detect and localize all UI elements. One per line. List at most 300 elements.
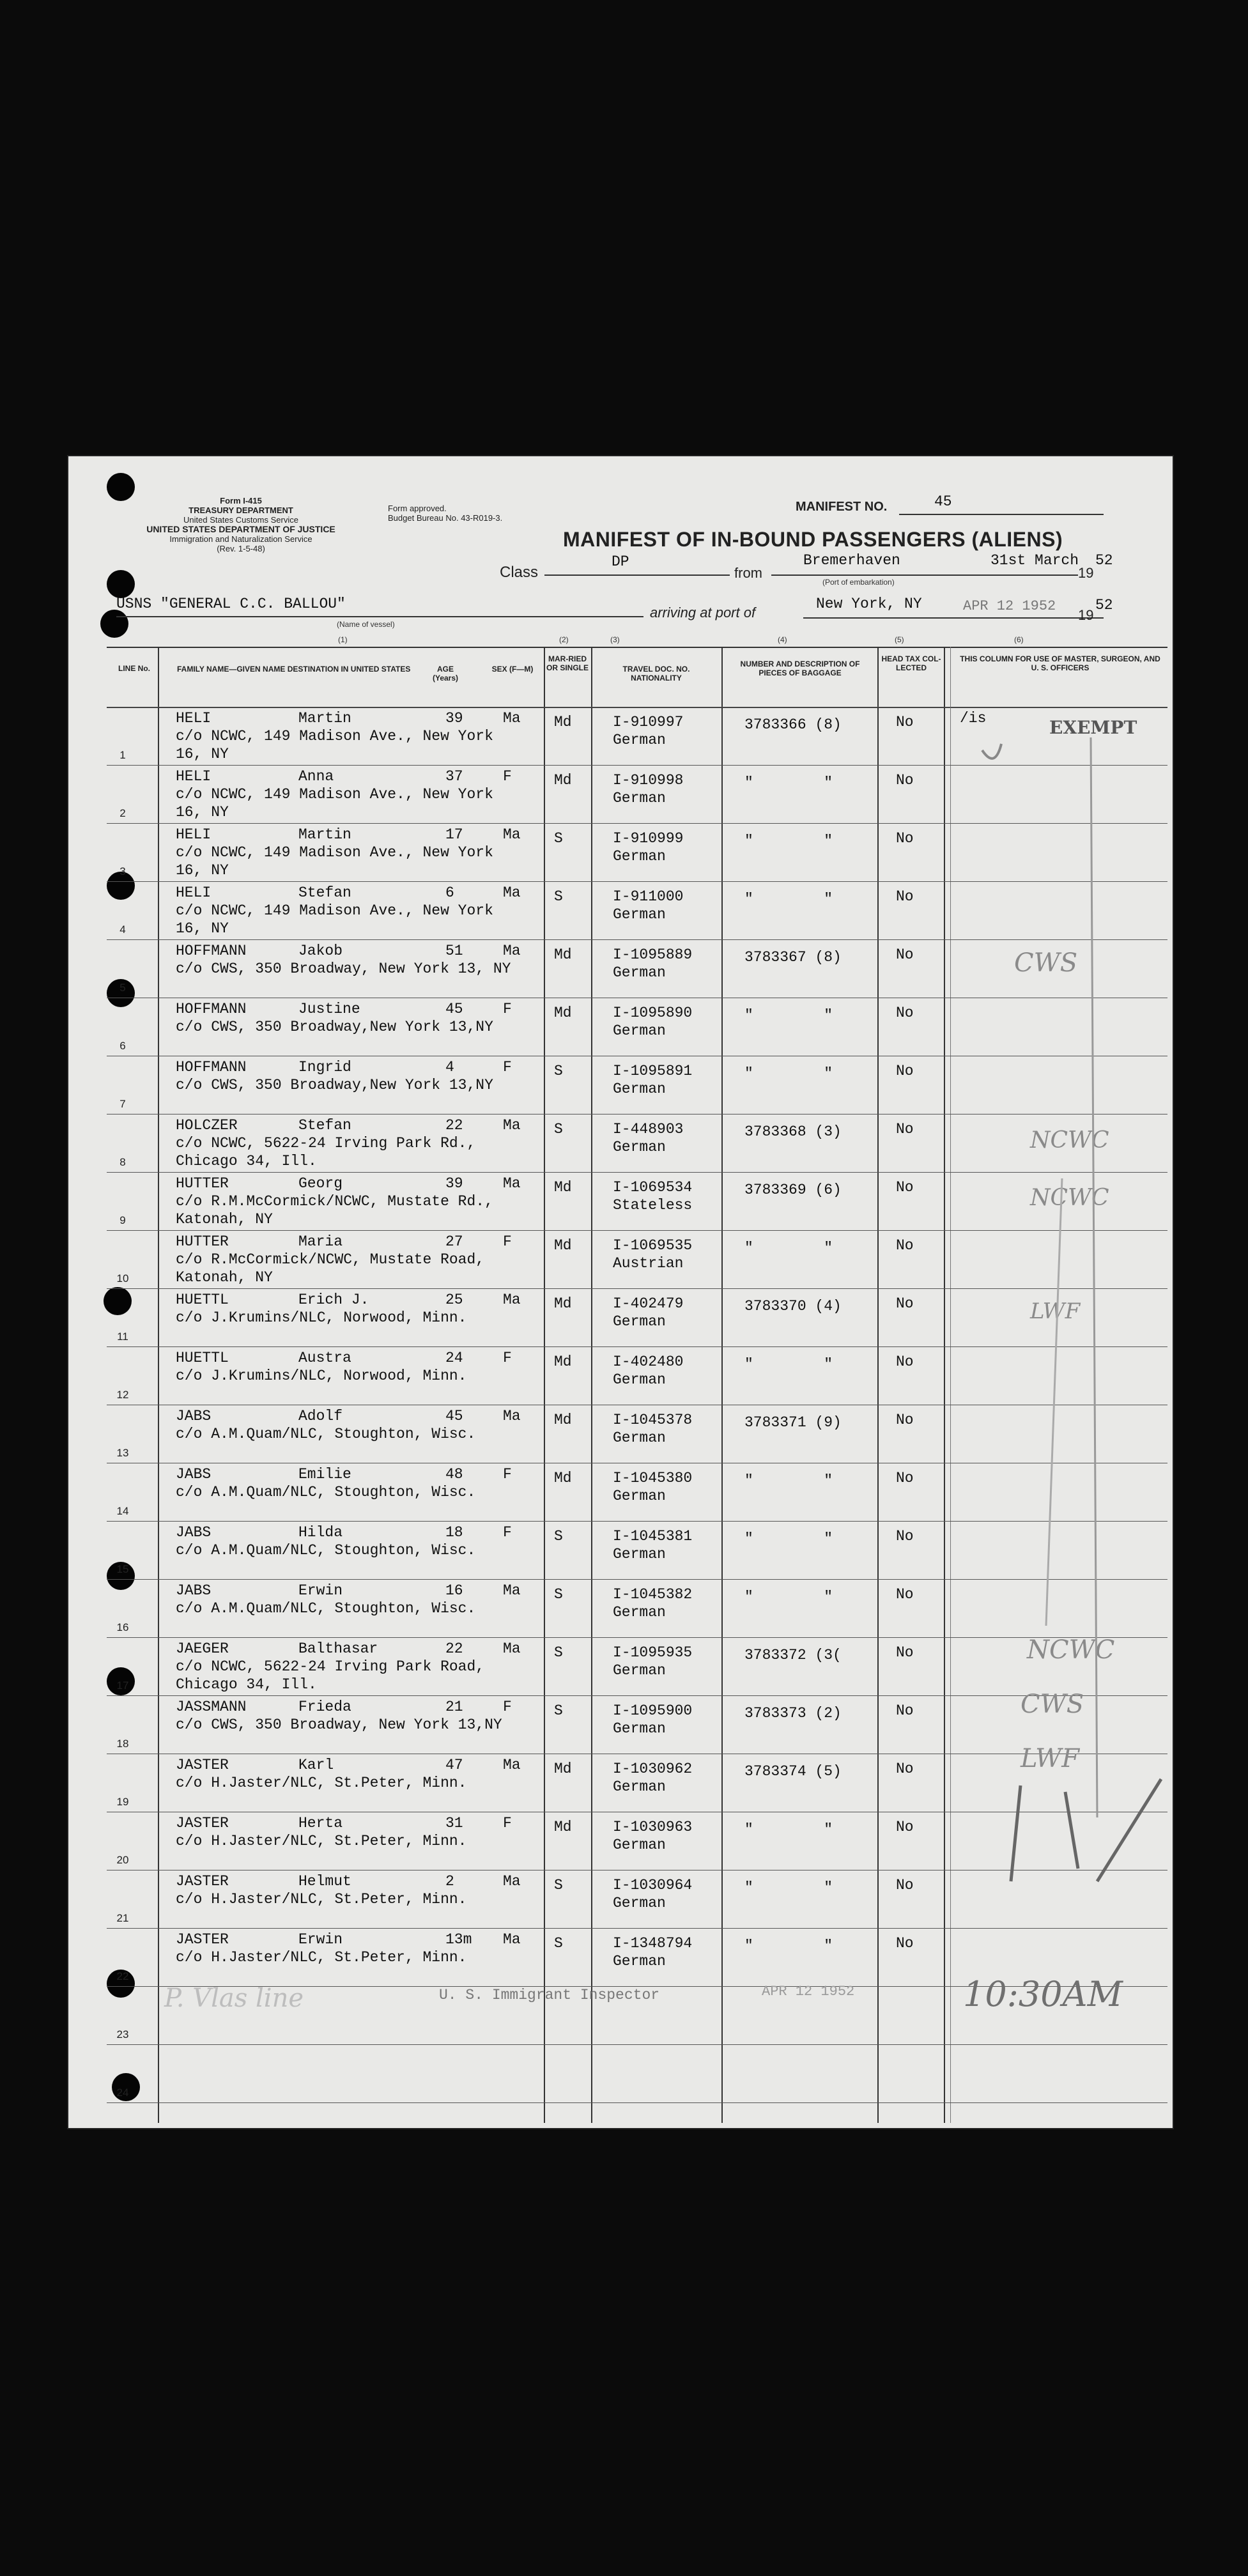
age: 45 xyxy=(445,1408,463,1424)
col-header-age: AGE (Years) xyxy=(432,665,459,683)
travel-doc-number: I-1095891 xyxy=(613,1063,693,1079)
marital-status: Md xyxy=(554,1005,572,1021)
col-header-married: MAR-RIED OR SINGLE xyxy=(546,654,589,672)
head-tax: No xyxy=(896,946,914,963)
destination: c/o H.Jaster/NLC, St.Peter, Minn. xyxy=(176,1775,467,1791)
marital-status: Md xyxy=(554,772,572,789)
handwritten-note: CWS xyxy=(1014,948,1078,978)
baggage: " " xyxy=(744,1007,833,1024)
class-label: Class xyxy=(500,564,539,581)
head-tax: No xyxy=(896,772,914,789)
marital-status: S xyxy=(554,1063,563,1079)
age: 37 xyxy=(445,768,463,785)
destination-line-2: 16, NY xyxy=(176,920,229,937)
family-name: HOLCZER xyxy=(176,1117,238,1134)
age: 22 xyxy=(445,1640,463,1657)
destination: c/o H.Jaster/NLC, St.Peter, Minn. xyxy=(176,1949,467,1966)
marital-status: Md xyxy=(554,714,572,730)
marital-status: Md xyxy=(554,1354,572,1370)
age: 47 xyxy=(445,1757,463,1773)
given-name: Emilie xyxy=(298,1466,351,1483)
nationality: German xyxy=(613,1720,666,1737)
col-number-5: (5) xyxy=(895,635,904,644)
nationality: German xyxy=(613,1837,666,1853)
justice-label: UNITED STATES DEPARTMENT OF JUSTICE xyxy=(146,524,335,534)
baggage: " " xyxy=(744,1938,833,1954)
nationality: German xyxy=(613,1778,666,1795)
head-tax: No xyxy=(896,1761,914,1777)
col-header-tax: HEAD TAX COL-LECTED xyxy=(881,654,941,672)
from-label: from xyxy=(734,565,762,581)
age: 31 xyxy=(445,1815,463,1832)
handwritten-note: LWF xyxy=(1030,1299,1081,1324)
row-number: 24 xyxy=(116,2086,129,2099)
family-name: JAEGER xyxy=(176,1640,229,1657)
nationality: Stateless xyxy=(613,1197,693,1214)
travel-doc-number: I-1045380 xyxy=(613,1470,693,1486)
col-header-line: LINE No. xyxy=(118,664,150,673)
handwritten-note: CWS xyxy=(1021,1690,1084,1719)
sex: Ma xyxy=(503,1931,521,1948)
destination-line-2: Katonah, NY xyxy=(176,1269,273,1286)
row-number: 9 xyxy=(119,1214,126,1226)
given-name: Erich J. xyxy=(298,1292,369,1308)
exempt-annotation: EXEMPT xyxy=(1049,717,1137,738)
nationality: German xyxy=(613,1313,666,1330)
given-name: Austra xyxy=(298,1350,351,1366)
year-prefix: 19 xyxy=(1078,607,1094,623)
sex: Ma xyxy=(503,1873,521,1890)
sex: Ma xyxy=(503,1582,521,1599)
baggage: " " xyxy=(744,1472,833,1489)
head-tax: No xyxy=(896,1702,914,1719)
row-number: 8 xyxy=(119,1156,126,1168)
travel-doc-number: I-911000 xyxy=(613,888,684,905)
handwritten-note: LWF xyxy=(1021,1744,1079,1773)
travel-doc-number: I-910998 xyxy=(613,772,684,789)
family-name: HELI xyxy=(176,710,212,727)
travel-doc-number: I-910999 xyxy=(613,830,684,847)
head-tax: No xyxy=(896,1179,914,1196)
baggage: 3783369 (6) xyxy=(744,1182,842,1198)
age: 51 xyxy=(445,943,463,959)
destination: c/o NCWC, 5622-24 Irving Park Rd., xyxy=(176,1135,476,1152)
family-name: HOFFMANN xyxy=(176,943,247,959)
baggage: 3783372 (3( xyxy=(744,1647,842,1663)
family-name: HELI xyxy=(176,826,212,843)
budget-label: Budget Bureau No. 43-R019-3. xyxy=(388,513,503,523)
row-number: 3 xyxy=(119,865,126,877)
sex: F xyxy=(503,1815,512,1832)
travel-doc-number: I-1095889 xyxy=(613,946,693,963)
col-number-6: (6) xyxy=(1014,635,1024,644)
family-name: HOFFMANN xyxy=(176,1001,247,1017)
age: 16 xyxy=(445,1582,463,1599)
destination: c/o H.Jaster/NLC, St.Peter, Minn. xyxy=(176,1891,467,1908)
baggage: 3783368 (3) xyxy=(744,1123,842,1140)
marital-status: S xyxy=(554,1121,563,1138)
family-name: HUETTL xyxy=(176,1292,229,1308)
row-number: 2 xyxy=(119,807,126,819)
row-number: 15 xyxy=(116,1563,129,1575)
nationality: German xyxy=(613,1488,666,1504)
given-name: Jakob xyxy=(298,943,343,959)
head-tax: No xyxy=(896,1412,914,1428)
sex: Ma xyxy=(503,943,521,959)
travel-doc-number: I-402479 xyxy=(613,1295,684,1312)
nationality: German xyxy=(613,964,666,981)
age: 13m xyxy=(445,1931,472,1948)
age: 4 xyxy=(445,1059,454,1076)
handwritten-note: NCWC xyxy=(1030,1127,1109,1153)
family-name: JABS xyxy=(176,1582,212,1599)
baggage: " " xyxy=(744,1589,833,1605)
travel-doc-number: I-1095890 xyxy=(613,1005,693,1021)
family-name: HUTTER xyxy=(176,1233,229,1250)
sex: F xyxy=(503,1001,512,1017)
given-name: Balthasar xyxy=(298,1640,378,1657)
marital-status: S xyxy=(554,1586,563,1603)
family-name: JABS xyxy=(176,1466,212,1483)
head-tax: No xyxy=(896,1644,914,1661)
destination-line-2: Katonah, NY xyxy=(176,1211,273,1228)
destination: c/o CWS, 350 Broadway,New York 13,NY xyxy=(176,1019,493,1035)
head-tax: No xyxy=(896,1295,914,1312)
destination-line-2: Chicago 34, Ill. xyxy=(176,1153,317,1169)
marital-status: Md xyxy=(554,1237,572,1254)
row-number: 1 xyxy=(119,749,126,761)
marital-status: S xyxy=(554,1702,563,1719)
family-name: HELI xyxy=(176,884,212,901)
marital-status: Md xyxy=(554,1295,572,1312)
destination-line-2: 16, NY xyxy=(176,746,229,762)
col-header-sex: SEX (F—M) xyxy=(491,665,534,674)
head-tax: No xyxy=(896,1470,914,1486)
family-name: JABS xyxy=(176,1408,212,1424)
family-name: JASTER xyxy=(176,1931,229,1948)
age: 45 xyxy=(445,1001,463,1017)
arriving-label: arriving at port of xyxy=(650,605,756,621)
family-name: HUTTER xyxy=(176,1175,229,1192)
nationality: German xyxy=(613,1139,666,1155)
manifest-no-value: 45 xyxy=(934,493,952,510)
travel-doc-number: I-448903 xyxy=(613,1121,684,1138)
revision-label: (Rev. 1-5-48) xyxy=(217,544,265,553)
baggage: " " xyxy=(744,1531,833,1547)
travel-doc-number: I-910997 xyxy=(613,714,684,730)
age: 22 xyxy=(445,1117,463,1134)
col-header-name: FAMILY NAME—GIVEN NAME DESTINATION IN UNITED STATES xyxy=(177,665,411,674)
family-name: JABS xyxy=(176,1524,212,1541)
nationality: Austrian xyxy=(613,1255,684,1272)
inspection-date-stamp: APR 12 1952 xyxy=(762,1984,855,2000)
form-agency-block xyxy=(107,496,375,553)
head-tax: No xyxy=(896,1935,914,1952)
customs-label: United States Customs Service xyxy=(183,515,298,525)
family-name: JASTER xyxy=(176,1815,229,1832)
destination: c/o J.Krumins/NLC, Norwood, Minn. xyxy=(176,1368,467,1384)
punch-hole xyxy=(100,610,128,638)
head-tax: No xyxy=(896,714,914,730)
destination-line-2: 16, NY xyxy=(176,862,229,879)
destination: c/o CWS, 350 Broadway, New York 13, NY xyxy=(176,960,511,977)
inspection-time: 10:30AM xyxy=(963,1974,1123,2014)
nationality: German xyxy=(613,1662,666,1679)
travel-doc-number: I-1095900 xyxy=(613,1702,693,1719)
inspector-signature: P. Vlas line xyxy=(164,1984,304,2013)
head-tax: No xyxy=(896,1877,914,1893)
destination: c/o A.M.Quam/NLC, Stoughton, Wisc. xyxy=(176,1542,476,1559)
sex: Ma xyxy=(503,1292,521,1308)
vessel-caption: (Name of vessel) xyxy=(337,620,395,629)
marital-status: S xyxy=(554,1528,563,1545)
age: 39 xyxy=(445,1175,463,1192)
head-tax: No xyxy=(896,1528,914,1545)
family-name: HOFFMANN xyxy=(176,1059,247,1076)
row-number: 5 xyxy=(119,982,126,994)
travel-doc-number: I-1069535 xyxy=(613,1237,693,1254)
col-header-travel: TRAVEL DOC. NO. NATIONALITY xyxy=(622,665,690,683)
nationality: German xyxy=(613,732,666,748)
travel-doc-number: I-1348794 xyxy=(613,1935,693,1952)
destination: c/o NCWC, 149 Madison Ave., New York xyxy=(176,786,493,803)
row-number: 22 xyxy=(116,1970,129,1982)
destination: c/o CWS, 350 Broadway, New York 13,NY xyxy=(176,1716,502,1733)
baggage: 3783367 (8) xyxy=(744,949,842,966)
row-number: 18 xyxy=(116,1738,129,1750)
year-prefix: 19 xyxy=(1078,565,1094,581)
baggage: " " xyxy=(744,1821,833,1838)
head-tax: No xyxy=(896,1354,914,1370)
travel-doc-number: I-1045381 xyxy=(613,1528,693,1545)
baggage: " " xyxy=(744,1065,833,1082)
baggage: 3783373 (2) xyxy=(744,1705,842,1722)
given-name: Adolf xyxy=(298,1408,343,1424)
form-number: Form I-415 xyxy=(220,496,262,505)
given-name: Stefan xyxy=(298,1117,351,1134)
baggage: 3783371 (9) xyxy=(744,1414,842,1431)
baggage: 3783370 (4) xyxy=(744,1298,842,1315)
given-name: Herta xyxy=(298,1815,343,1832)
col-header-officers: THIS COLUMN FOR USE OF MASTER, SURGEON, AND U. S. OFFICERS xyxy=(960,654,1160,672)
punch-hole xyxy=(104,1287,132,1315)
sex: Ma xyxy=(503,710,521,727)
checkmark-strokes xyxy=(950,731,1206,2009)
sex: F xyxy=(503,1233,512,1250)
nationality: German xyxy=(613,790,666,806)
family-name: HUETTL xyxy=(176,1350,229,1366)
officer-note: /is xyxy=(960,710,987,727)
sex: Ma xyxy=(503,1408,521,1424)
arrival-port-value: New York, NY xyxy=(816,596,922,612)
manifest-page xyxy=(67,455,1174,2129)
age: 17 xyxy=(445,826,463,843)
nationality: German xyxy=(613,1371,666,1388)
given-name: Erwin xyxy=(298,1582,343,1599)
marital-status: Md xyxy=(554,946,572,963)
travel-doc-number: I-1069534 xyxy=(613,1179,693,1196)
col-number-3: (3) xyxy=(610,635,620,644)
destination-line-2: 16, NY xyxy=(176,804,229,821)
sex: F xyxy=(503,1350,512,1366)
destination-line-2: Chicago 34, Ill. xyxy=(176,1676,317,1693)
travel-doc-number: I-1030964 xyxy=(613,1877,693,1893)
sex: Ma xyxy=(503,1640,521,1657)
travel-doc-number: I-402480 xyxy=(613,1354,684,1370)
family-name: JASSMANN xyxy=(176,1699,247,1715)
row-number: 14 xyxy=(116,1505,129,1517)
row-number: 12 xyxy=(116,1389,129,1401)
approval-block xyxy=(388,504,554,523)
class-value: DP xyxy=(612,553,629,570)
given-name: Hilda xyxy=(298,1524,343,1541)
destination: c/o J.Krumins/NLC, Norwood, Minn. xyxy=(176,1309,467,1326)
age: 48 xyxy=(445,1466,463,1483)
row-number: 13 xyxy=(116,1447,129,1459)
col-number-4: (4) xyxy=(778,635,787,644)
sex: F xyxy=(503,1524,512,1541)
handwritten-note: NCWC xyxy=(1030,1185,1109,1211)
row-number: 7 xyxy=(119,1098,126,1110)
vessel-name: USNS "GENERAL C.C. BALLOU" xyxy=(116,596,346,612)
destination: c/o NCWC, 5622-24 Irving Park Road, xyxy=(176,1658,485,1675)
treasury-label: TREASURY DEPARTMENT xyxy=(189,505,293,515)
age: 21 xyxy=(445,1699,463,1715)
destination: c/o CWS, 350 Broadway,New York 13,NY xyxy=(176,1077,493,1093)
row-number: 10 xyxy=(116,1272,129,1284)
baggage: " " xyxy=(744,775,833,791)
head-tax: No xyxy=(896,1063,914,1079)
marital-status: S xyxy=(554,830,563,847)
nationality: German xyxy=(613,1604,666,1621)
row-number: 4 xyxy=(119,923,126,936)
date-value: 31st March xyxy=(990,552,1079,569)
sex: F xyxy=(503,1059,512,1076)
given-name: Martin xyxy=(298,826,351,843)
nationality: German xyxy=(613,1895,666,1911)
family-name: JASTER xyxy=(176,1757,229,1773)
row-number: 23 xyxy=(116,2028,129,2040)
row-number: 6 xyxy=(119,1040,126,1052)
head-tax: No xyxy=(896,1819,914,1835)
given-name: Ingrid xyxy=(298,1059,351,1076)
row-number: 17 xyxy=(116,1679,129,1692)
baggage: " " xyxy=(744,891,833,907)
age: 24 xyxy=(445,1350,463,1366)
travel-doc-number: I-1030963 xyxy=(613,1819,693,1835)
age: 2 xyxy=(445,1873,454,1890)
travel-doc-number: I-1095935 xyxy=(613,1644,693,1661)
row-number: 21 xyxy=(116,1912,129,1924)
marital-status: Md xyxy=(554,1819,572,1835)
sex: Ma xyxy=(503,1175,521,1192)
given-name: Georg xyxy=(298,1175,343,1192)
marital-status: S xyxy=(554,1877,563,1893)
family-name: JASTER xyxy=(176,1873,229,1890)
baggage: " " xyxy=(744,1879,833,1896)
nationality: German xyxy=(613,1081,666,1097)
destination: c/o NCWC, 149 Madison Ave., New York xyxy=(176,844,493,861)
destination: c/o A.M.Quam/NLC, Stoughton, Wisc. xyxy=(176,1484,476,1500)
col-header-baggage: NUMBER AND DESCRIPTION OF PIECES OF BAGGAGE xyxy=(740,659,860,677)
year-value: 52 xyxy=(1095,552,1113,569)
manifest-no-label: MANIFEST NO. xyxy=(796,500,888,514)
given-name: Frieda xyxy=(298,1699,351,1715)
col-number-2: (2) xyxy=(559,635,569,644)
arrival-year-value: 52 xyxy=(1095,597,1113,613)
page-title: MANIFEST OF IN-BOUND PASSENGERS (ALIENS) xyxy=(563,528,1063,551)
marital-status: S xyxy=(554,888,563,905)
baggage: " " xyxy=(744,1240,833,1256)
travel-doc-number: I-1030962 xyxy=(613,1761,693,1777)
age: 18 xyxy=(445,1524,463,1541)
given-name: Anna xyxy=(298,768,334,785)
destination: c/o H.Jaster/NLC, St.Peter, Minn. xyxy=(176,1833,467,1849)
approved-label: Form approved. xyxy=(388,504,447,513)
sex: F xyxy=(503,1699,512,1715)
row-number: 19 xyxy=(116,1796,129,1808)
age: 39 xyxy=(445,710,463,727)
punch-hole xyxy=(107,570,135,598)
head-tax: No xyxy=(896,1121,914,1138)
marital-status: Md xyxy=(554,1470,572,1486)
marital-status: Md xyxy=(554,1179,572,1196)
head-tax: No xyxy=(896,830,914,847)
sex: Ma xyxy=(503,826,521,843)
baggage: 3783374 (5) xyxy=(744,1763,842,1780)
arrival-date-stamp: APR 12 1952 xyxy=(963,598,1056,614)
sex: Ma xyxy=(503,1757,521,1773)
destination: c/o NCWC, 149 Madison Ave., New York xyxy=(176,728,493,744)
destination: c/o A.M.Quam/NLC, Stoughton, Wisc. xyxy=(176,1600,476,1617)
marital-status: S xyxy=(554,1644,563,1661)
given-name: Erwin xyxy=(298,1931,343,1948)
port-embark-value: Bremerhaven xyxy=(803,552,900,569)
nationality: German xyxy=(613,906,666,923)
head-tax: No xyxy=(896,1005,914,1021)
nationality: German xyxy=(613,1022,666,1039)
sex: F xyxy=(503,1466,512,1483)
family-name: HELI xyxy=(176,768,212,785)
port-embark-caption: (Port of embarkation) xyxy=(822,578,895,587)
marital-status: Md xyxy=(554,1761,572,1777)
nationality: German xyxy=(613,1953,666,1970)
age: 6 xyxy=(445,884,454,901)
head-tax: No xyxy=(896,888,914,905)
baggage: " " xyxy=(744,1356,833,1373)
destination: c/o NCWC, 149 Madison Ave., New York xyxy=(176,902,493,919)
baggage: " " xyxy=(744,833,833,849)
given-name: Karl xyxy=(298,1757,334,1773)
head-tax: No xyxy=(896,1586,914,1603)
travel-doc-number: I-1045378 xyxy=(613,1412,693,1428)
destination: c/o A.M.Quam/NLC, Stoughton, Wisc. xyxy=(176,1426,476,1442)
row-number: 20 xyxy=(116,1854,129,1866)
given-name: Stefan xyxy=(298,884,351,901)
given-name: Justine xyxy=(298,1001,360,1017)
given-name: Martin xyxy=(298,710,351,727)
handwritten-note: NCWC xyxy=(1027,1635,1115,1665)
age: 27 xyxy=(445,1233,463,1250)
nationality: German xyxy=(613,1546,666,1562)
given-name: Maria xyxy=(298,1233,343,1250)
immigration-label: Immigration and Naturalization Service xyxy=(169,534,312,544)
age: 25 xyxy=(445,1292,463,1308)
destination: c/o R.M.McCormick/NCWC, Mustate Rd., xyxy=(176,1193,493,1210)
row-number: 11 xyxy=(117,1330,128,1343)
nationality: German xyxy=(613,1430,666,1446)
inspector-label: U. S. Immigrant Inspector xyxy=(439,1987,660,2003)
